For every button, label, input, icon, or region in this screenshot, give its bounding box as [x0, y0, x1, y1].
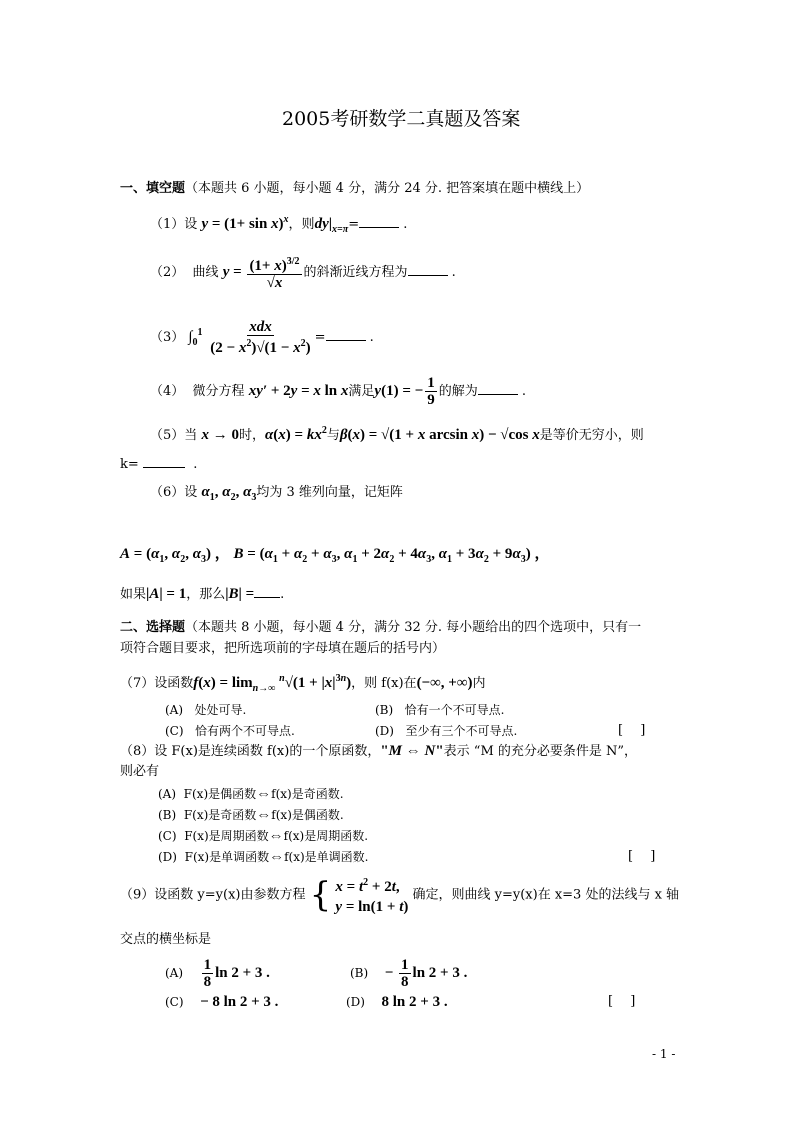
answer-blank	[326, 328, 366, 341]
question-9-line-2: 交点的横坐标是	[120, 932, 212, 947]
option-label: (A)	[158, 787, 177, 801]
q7-option-b	[375, 701, 504, 719]
question-8-line-2: 则必有	[120, 764, 160, 779]
q8-answer-bracket: [ ]	[628, 849, 656, 864]
option-label: (A)	[165, 966, 184, 980]
q1-eq: =	[348, 217, 360, 232]
question-5	[150, 422, 644, 445]
q4-equation: xy′ + 2y = x ln x	[248, 383, 349, 399]
q2-fraction: $\frac{(1+ x)^{3/2}}{√x}$	[249, 256, 300, 292]
option-label: (B)	[375, 703, 394, 717]
q2-number: （2）	[150, 265, 185, 280]
q5-number: （5）	[150, 428, 185, 443]
q7-formula: $f(x) = \lim_{n\to\infty} ^n√(1 + |x|^{3n})$	[193, 673, 352, 694]
q5-text-c: 与	[326, 428, 340, 443]
section-1-note: （本题共 6 小题，每小题 4 分，满分 24 分. 把答案填在题中横线上）	[185, 181, 590, 196]
q4-condition: y(1) = − $\frac{1}{9}$	[374, 375, 435, 409]
page-title: 2005考研数学二真题及答案	[282, 108, 521, 130]
option-left: F(x)是奇函数	[183, 808, 257, 822]
q8-option-a	[158, 785, 344, 803]
option-label: (D)	[158, 850, 177, 864]
option-formula: $\frac{1}{8}$ ln 2 + 3 .	[203, 957, 270, 991]
q6-det-a: |A| = 1	[146, 586, 187, 602]
q9-text-a: 设函数 y=y(x)由参数方程	[154, 887, 306, 903]
q8-notation: "M ⇔ N"	[380, 743, 444, 759]
q7-option-a	[165, 701, 246, 719]
q2-text-a: 曲线	[192, 265, 219, 280]
q8-text-b: 表示 “M 的充分必要条件是 N”，	[443, 744, 638, 759]
q7-text-b: ，则 f(x)在	[351, 676, 417, 691]
option-right: f(x)是单调函数.	[284, 850, 369, 864]
answer-blank	[254, 585, 280, 598]
q3-eq: =	[314, 330, 326, 345]
q7-number: （7）	[120, 676, 155, 691]
section-2-note-1: （本题共 8 小题，每小题 4 分，满分 32 分. 每小题给出的四个选项中，只有一	[185, 620, 642, 635]
q8-option-c	[158, 827, 368, 845]
q9-option-c	[165, 993, 278, 1012]
question-7	[120, 670, 486, 698]
q9-option-b	[350, 955, 467, 992]
q9-option-d	[346, 993, 448, 1012]
q6-det-b: |B| =	[225, 586, 255, 602]
option-formula: − $\frac{1}{8}$ ln 2 + 3 .	[384, 957, 468, 991]
q5-beta: β(x) = √(1 + x arcsin x) − √cos x	[339, 427, 540, 443]
q9-parametric-system: $x = t^2 + 2t$, y = ln(1 + t)	[335, 877, 409, 915]
question-8	[120, 742, 637, 761]
q5-k-label: k=	[120, 457, 139, 472]
option-text: 处处可导.	[194, 703, 247, 717]
q6-line2-a: 如果	[120, 587, 147, 602]
q6-vectors: $\alpha_1$, $\alpha_2$, $\alpha_3$	[201, 484, 257, 503]
q3-integral: $\int_0^1$ $\frac{\text{xdx}}{(2 - x^2)√(1 - x^2)}$	[188, 319, 311, 357]
section-2-heading	[120, 619, 641, 637]
q9-number: （9）	[120, 887, 155, 903]
q7-text-a: 设函数	[154, 676, 194, 691]
q7-option-d	[375, 722, 517, 740]
option-label: (B)	[350, 966, 369, 980]
question-6	[150, 483, 403, 507]
q1-number: （1）	[150, 217, 185, 232]
option-label: (C)	[165, 724, 184, 738]
q4-number: （4）	[150, 384, 185, 399]
q9-option-a	[165, 955, 270, 992]
q8-option-b	[158, 806, 344, 824]
option-left: F(x)是偶函数	[183, 787, 257, 801]
iff-symbol: ⇔	[269, 849, 285, 865]
question-2	[150, 252, 456, 293]
q8-text-a: 设 F(x)是连续函数 f(x)的一个原函数，	[154, 744, 381, 759]
section-1-heading	[120, 180, 589, 198]
option-formula: 8 ln 2 + 3 .	[381, 994, 448, 1010]
option-formula: − 8 ln 2 + 3 .	[200, 994, 279, 1010]
iff-symbol: ⇔	[268, 828, 284, 844]
q5-text-d: 是等价无穷小，则	[539, 428, 644, 443]
option-label: (D)	[346, 995, 365, 1009]
q7-interval: (−∞, +∞)	[416, 675, 473, 691]
answer-blank	[143, 455, 185, 468]
q9-answer-bracket: [ ]	[608, 994, 636, 1009]
section-2-label: 二、选择题	[120, 620, 186, 635]
q6-text-a: 设	[184, 485, 198, 500]
q3-fraction: $\frac{\text{xdx}}{(2 - x^2)√(1 - x^2)}$	[210, 319, 311, 357]
q7-option-c	[165, 722, 295, 740]
option-right: f(x)是周期函数.	[283, 829, 369, 843]
q5-limit: x → 0	[201, 427, 239, 443]
q2-formula: y = $\frac{(1+ x)^{3/2}}{√x}$	[222, 256, 300, 292]
option-label: (C)	[165, 995, 184, 1009]
question-9	[120, 873, 679, 918]
question-4	[150, 371, 526, 412]
brace-symbol: {	[309, 875, 332, 915]
question-6-line-3	[120, 585, 284, 604]
q3-number: （3）	[150, 330, 185, 345]
q1-text-b: ，则	[288, 217, 315, 232]
question-3	[150, 313, 374, 363]
q7-answer-bracket: [ ]	[618, 723, 646, 738]
q8-option-d	[158, 848, 368, 866]
option-right: f(x)是偶函数.	[271, 808, 344, 822]
q6-text-b: 均为 3 维列向量，记矩阵	[256, 485, 403, 500]
option-right: f(x)是奇函数.	[271, 787, 344, 801]
option-left: F(x)是周期函数	[184, 829, 269, 843]
q4-text-a: 微分方程	[192, 384, 245, 399]
question-1	[150, 211, 407, 239]
option-left: F(x)是单调函数	[184, 850, 270, 864]
iff-symbol: ⇔	[256, 786, 272, 802]
option-label: (B)	[158, 808, 177, 822]
q4-text-b: 满足	[348, 384, 375, 399]
q1-formula: $y = (1+ \sin x)^x$	[201, 214, 289, 232]
option-label: (C)	[158, 829, 177, 843]
page-number: - 1 -	[652, 1047, 676, 1061]
q7-text-c: 内	[472, 676, 486, 691]
option-text: 至少有三个不可导点.	[405, 724, 518, 738]
q5-text-b: 时，	[238, 428, 265, 443]
q6-number: （6）	[150, 485, 185, 500]
q5-text-a: 当	[184, 428, 198, 443]
option-text: 恰有一个不可导点.	[404, 703, 505, 717]
answer-blank	[408, 263, 448, 276]
answer-blank	[359, 215, 399, 228]
answer-blank	[478, 382, 518, 395]
q5-end: .	[193, 457, 198, 472]
option-text: 恰有两个不可导点.	[195, 724, 295, 738]
q4-text-c: 的解为	[438, 384, 478, 399]
section-2-note-2: 项符合题目要求，把所选项前的字母填在题后的括号内）	[120, 641, 446, 656]
q4-end: .	[521, 384, 526, 399]
q3-end: .	[369, 330, 374, 345]
q1-text-a: 设	[184, 217, 198, 232]
q1-dy: $dy|_{x=\pi}$	[314, 216, 349, 235]
q6-line2-b: ，那么	[186, 587, 226, 602]
question-5-line-2	[120, 455, 197, 474]
q8-number: （8）	[120, 744, 155, 759]
q9-text-b: 确定，则曲线 y=y(x)在 x=3 处的法线与 x 轴	[412, 887, 680, 903]
iff-symbol: ⇔	[256, 807, 272, 823]
q6-end: .	[280, 587, 285, 602]
option-label: (A)	[165, 703, 184, 717]
q2-end: .	[451, 265, 456, 280]
q1-end: .	[403, 217, 408, 232]
section-1-label: 一、填空题	[120, 181, 186, 196]
q2-text-b: 的斜渐近线方程为	[303, 265, 408, 280]
section-2-note-line-2	[120, 640, 445, 658]
q6-matrix-definitions: $A = (\alpha_1$, $\alpha_2$, $\alpha_3$) ， $B = (\alpha_1 + \alpha_2 + \alpha_3$, $\alpha_1 + 2\alpha_2 + 4\alpha_3$, $\alpha_1 + 3\alpha_2 + 9\alpha_3$) ，	[120, 546, 550, 565]
q5-alpha: $\alpha(x) = kx^2$	[264, 425, 327, 443]
option-label: (D)	[375, 724, 394, 738]
